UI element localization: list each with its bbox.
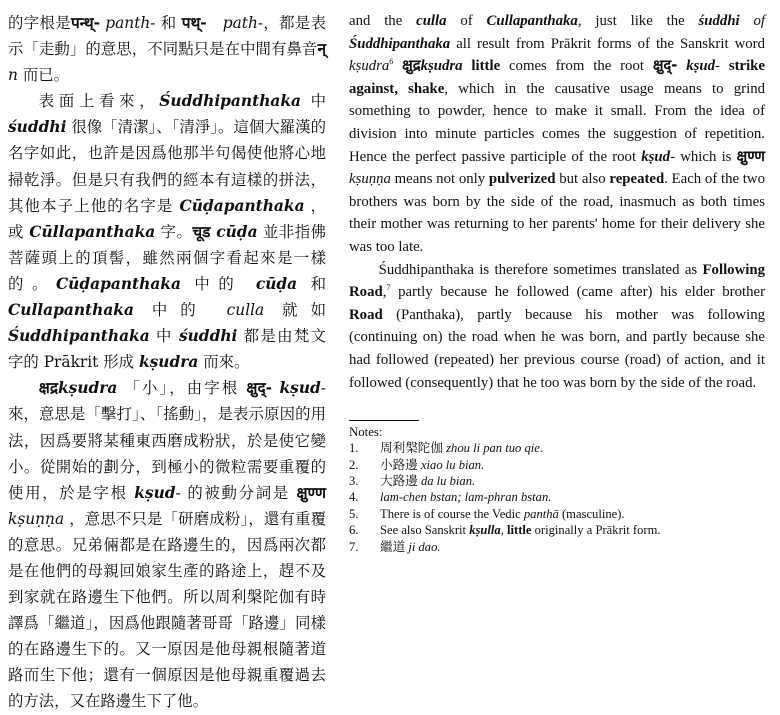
devanagari-term: क्षुद्र xyxy=(402,57,421,75)
note-item xyxy=(349,489,765,505)
note-item xyxy=(349,539,765,555)
text-run: 都是由梵文字的 xyxy=(8,327,326,372)
text-run: 中的 xyxy=(133,301,227,320)
text-run: repeated xyxy=(609,171,665,188)
note-number: 4. xyxy=(349,490,359,505)
note-item xyxy=(349,440,765,456)
text-run: cūḍa xyxy=(210,222,258,241)
text-run: (masculine). xyxy=(558,506,625,521)
note-number: 6. xyxy=(349,523,359,538)
note-text xyxy=(380,457,484,473)
text-run: Cūḍapanthaka xyxy=(179,196,305,215)
text-run: , xyxy=(382,284,387,301)
text-run: comes from the root xyxy=(500,58,653,75)
note-number: 3. xyxy=(349,473,359,488)
text-run: , xyxy=(500,523,507,538)
text-run: kṣuṇṇa xyxy=(8,509,65,528)
text-run: 就如 xyxy=(264,301,326,320)
note-text xyxy=(380,522,661,538)
note-text xyxy=(380,506,625,522)
note-text xyxy=(380,440,543,456)
text-run: Road xyxy=(349,306,383,323)
text-run: kṣud xyxy=(677,58,716,75)
note-text xyxy=(380,539,441,555)
text-run: , just like the xyxy=(577,13,699,29)
text-run: 而已。 xyxy=(17,66,69,85)
text-run: 表面上看來， xyxy=(38,92,160,111)
text-run: 小路邊 xyxy=(380,457,421,472)
devanagari-term: क्षुद्- xyxy=(652,57,678,75)
text-run: partly because he followed (came after) his elder brother xyxy=(390,284,765,301)
chinese-paragraph-1 xyxy=(8,10,326,88)
text-run: lam-chen bstan; lam-phran bstan. xyxy=(380,490,552,505)
text-run: of xyxy=(446,13,487,29)
chinese-column xyxy=(8,10,326,715)
text-run: - xyxy=(715,58,729,75)
text-run: n xyxy=(8,66,18,85)
text-run: Cullapanthaka xyxy=(486,13,578,29)
note-item xyxy=(349,522,765,538)
text-run: Śuddhipanthaka xyxy=(349,35,451,52)
text-run: kṣulla xyxy=(469,523,501,538)
text-run: and the xyxy=(349,13,417,29)
text-run: - 來，意思是「擊打」、「搖動」，是表示原因的用法，因爲要將某種東西磨成粉狀，於是使它變小。從開始的劃分，到極小的微粒需要重覆的使用，於是字根 xyxy=(8,379,326,502)
devanagari-term: क्षुद्- xyxy=(246,379,273,398)
text-run: culla xyxy=(226,301,265,320)
notes-divider xyxy=(349,420,419,421)
devanagari-term: क्षुण्ण xyxy=(736,147,765,165)
text-run xyxy=(393,58,402,74)
devanagari-term: पन्थ्- xyxy=(70,14,101,32)
chinese-paragraph-2 xyxy=(8,88,326,375)
text-run: kṣud xyxy=(134,483,176,502)
note-number: 5. xyxy=(349,506,359,521)
chinese-paragraph-3 xyxy=(8,375,326,714)
text-run: Following Road xyxy=(349,261,765,301)
text-run: kṣud xyxy=(272,379,321,398)
text-run: cūḍa xyxy=(255,274,298,293)
text-run: 大路邊 xyxy=(380,473,421,488)
text-run: Śuddhipanthaka is therefore sometimes translated as xyxy=(378,261,703,278)
text-run: path xyxy=(206,14,258,32)
text-run: 中 xyxy=(301,92,326,111)
devanagari-term: पथ्- xyxy=(181,14,207,32)
text-run: originally a Prākrit form. xyxy=(531,523,661,538)
text-run: Cullapanthaka xyxy=(8,301,134,320)
text-run: ji dao. xyxy=(408,539,441,554)
devanagari-term: क्षद्र xyxy=(38,379,59,398)
english-paragraph-2 xyxy=(349,259,765,395)
devanagari-term: चूड xyxy=(192,222,211,241)
text-run: kṣudra xyxy=(349,58,390,75)
devanagari-term: क्षुण्ण xyxy=(296,483,326,502)
footnote-ref: 6 xyxy=(389,57,394,67)
text-run: means not only xyxy=(390,171,489,188)
notes-list xyxy=(349,440,765,555)
text-run: 繼道 xyxy=(380,539,409,554)
text-run: culla xyxy=(416,13,447,29)
text-run: See also Sanskrit xyxy=(380,523,470,538)
text-run: kṣud xyxy=(641,148,671,165)
text-run: 形成 xyxy=(98,353,139,372)
text-run: - 的被動分詞是 xyxy=(175,483,297,502)
text-run: 而來。 xyxy=(198,353,250,372)
text-run: xiao lu bian. xyxy=(420,457,485,472)
text-run: ，或 xyxy=(8,196,326,241)
text-run: 「小」，由字根 xyxy=(117,379,247,398)
note-text xyxy=(380,473,475,489)
text-run: -，都是表示「走動」的意思，不同點只是在中間有鼻音 xyxy=(8,14,326,59)
text-run: There is of course the Vedic xyxy=(380,506,524,521)
text-run: but also xyxy=(555,171,610,188)
text-run: panth xyxy=(100,14,151,32)
text-run: 中 xyxy=(149,327,179,346)
text-run: 的字根是 xyxy=(8,14,71,32)
note-item xyxy=(349,457,765,473)
text-run: kṣuṇṇa xyxy=(349,171,391,188)
text-run: kṣudra xyxy=(58,379,118,398)
text-run: Cūllapanthaka xyxy=(29,222,156,241)
text-run: Cūḍapanthaka xyxy=(55,274,181,293)
text-run: ，意思不只是「研磨成粉」，還有重覆的意思。兄弟倆都是在路邊生的，因爲兩次都是在他們的母親回娘家生產的路途上，趕不及到家就在路邊生下他們。所以周利槃陀伽有時譯爲「繼道」，因爲他跟隨著哥哥「路邊」同樣的在路邊生下的。又一原因是他母親根隨著道路而生下他；還有一個原因是他母親重覆過去的方法，又在路邊生下了他。 xyxy=(8,509,326,711)
text-run: little xyxy=(507,523,532,538)
text-run: Śuddhipanthaka xyxy=(159,92,301,111)
text-run: 並非指佛菩薩頭上的頂髻，雖然兩個字看起來是一樣的。 xyxy=(8,222,326,293)
note-number: 2. xyxy=(349,457,359,472)
text-run: zhou li pan tuo qie. xyxy=(446,441,544,456)
text-run: kṣudra xyxy=(138,353,199,372)
text-run: da lu bian. xyxy=(420,473,476,488)
text-run: panthā xyxy=(523,506,559,521)
text-run: 字。 xyxy=(155,222,193,241)
text-run: - which is xyxy=(670,148,737,165)
note-text xyxy=(380,489,551,505)
text-run: , which in the causative usage means to grind something to powder, hence to make it small. From the idea of division into minute particles comes the suggestion of repetition. Hence the perfect passive participle of the root xyxy=(349,80,765,165)
text-run: . Each of the two brothers was born by the side of the road, inasmuch as both times their mother was returning to her parents' home for their delivery she was too late. xyxy=(349,171,765,255)
text-run: strike against, shake xyxy=(349,58,765,97)
note-item xyxy=(349,473,765,489)
notes-heading: Notes: xyxy=(349,425,383,440)
text-run: - 和 xyxy=(150,14,182,32)
note-number: 1. xyxy=(349,441,359,456)
text-run: Prākrit xyxy=(43,353,99,372)
text-run: 很像「清潔」、「清淨」。這個大羅漢的名字如此，也許是因爲他那半句偈使他將心地掃乾淨。但是只有我們的經本有這樣的拼法，其他本子上他的名字是 xyxy=(8,118,326,215)
text-run: Śuddhipanthaka xyxy=(8,327,150,346)
text-run: of xyxy=(739,13,766,29)
english-paragraph-1 xyxy=(349,10,765,259)
note-number: 7. xyxy=(349,539,359,554)
text-run: kṣudra xyxy=(420,58,463,75)
text-run: śuddhi xyxy=(8,118,67,137)
footnote-ref: 7 xyxy=(386,283,391,293)
text-run: little xyxy=(462,58,501,75)
text-run: 周利槃陀伽 xyxy=(380,441,447,456)
note-item xyxy=(349,506,765,522)
text-run: all result from Prākrit forms of the Sanskrit word xyxy=(450,35,765,52)
text-run: (Panthaka), partly because his mother was following (continuing on) the road when he was born, and partly because she had followed (repeated) her previous course (road) of action, and it followed (consequently) that he too was born by the side of the road. xyxy=(349,306,765,391)
text-run: śuddhi xyxy=(698,13,740,29)
devanagari-term: न् xyxy=(317,40,326,59)
english-column xyxy=(349,10,765,555)
text-run: śuddhi xyxy=(178,327,238,346)
text-run: 中的 xyxy=(180,274,256,293)
text-run: 和 xyxy=(297,274,326,293)
text-run: pulverized xyxy=(488,171,556,188)
